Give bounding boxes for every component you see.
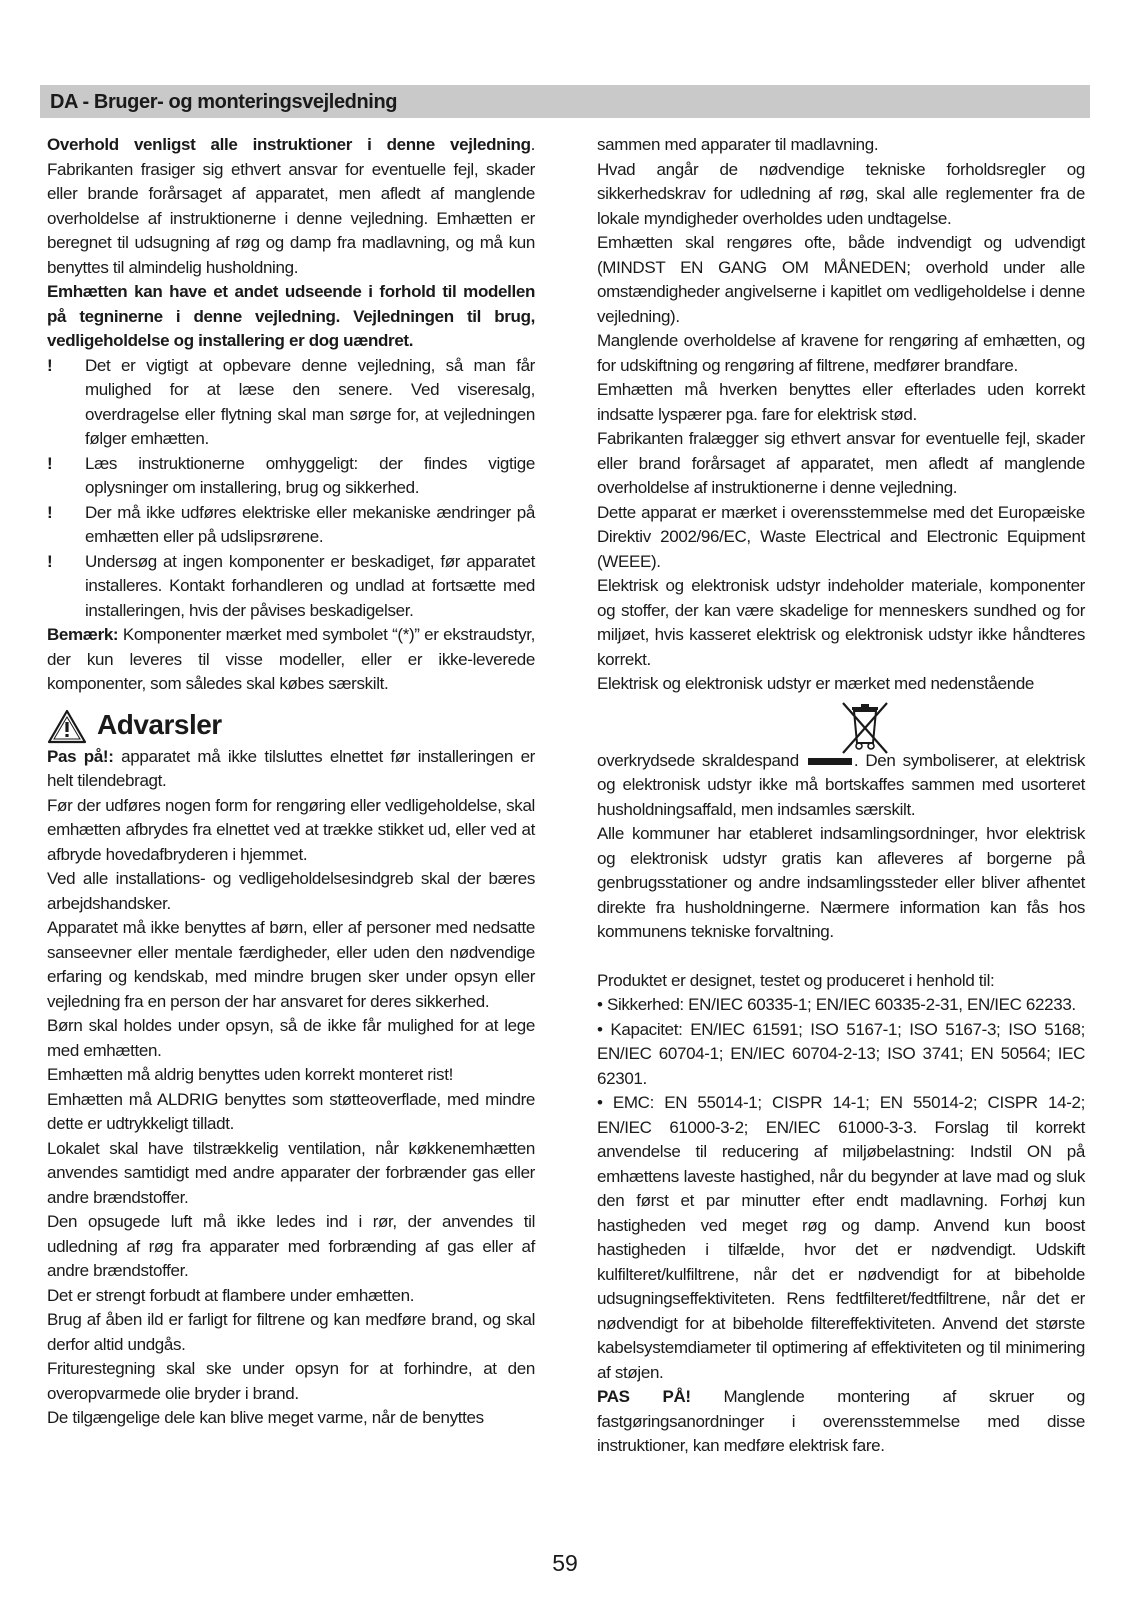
- municipality-paragraph: Alle kommuner har etableret indsamlingsordninger, hvor elektrisk og elektronisk udstyr gratis kan afleveres af borgerne på genbrugsstationer og andre indsamlingssteder eller bliver afhentet direkte fra husholdningerne. Nærmere information kan fås hos kommunens tekniske forvaltning.: [597, 824, 1085, 941]
- right-column: [597, 133, 1085, 1459]
- paragraph: Emhætten skal rengøres ofte, både indvendigt og udvendigt (MINDST EN GANG OM MÅNEDEN; overhold under alle omstændigheder angivelserne i kapitlet om vedligeholdelse i denne vejledning).: [597, 233, 1085, 326]
- standards-intro: Produktet er designet, testet og produceret i henhold til:: [597, 970, 995, 990]
- paragraph: Dette apparat er mærket i overensstemmelse med det Europæiske Direktiv 2002/96/EC, Waste Electrical and Electronic Equipment (WEEE).: [597, 502, 1085, 571]
- paragraph: sammen med apparater til madlavning.: [597, 135, 879, 154]
- final-caution-text: Manglende montering af skruer og fastgøringsanordninger i overensstemmelse med disse instruktioner, kan medføre elektrisk fare.: [597, 1387, 1085, 1455]
- standards-item: • Kapacitet: EN/IEC 61591; ISO 5167-1; ISO 5167-3; ISO 5168; EN/IEC 60704-1; EN/IEC 60704-2-13; ISO 3741; EN 50564; IEC 62301.: [597, 1019, 1085, 1088]
- paragraph: Hvad angår de nødvendige tekniske forholdsregler og sikkerhedskrav for udledning af røg, skal alle reglementer fra de lokale myndigheder overholdes uden undtagelse.: [597, 159, 1085, 228]
- paragraph: Lokalet skal have tilstrækkelig ventilation, når køkkenemhætten anvendes samtidigt med andre apparater der forbrænder gas eller andre brændstoffer.: [47, 1138, 535, 1207]
- left-column: [47, 133, 535, 1431]
- standards-item: • Sikkerhed: EN/IEC 60335-1; EN/IEC 60335-2-31, EN/IEC 62233.: [597, 995, 1076, 1014]
- paragraph: Emhætten må hverken benyttes eller efterlades uden korrekt indsatte lyspærer pga. fare for elektrisk stød.: [597, 380, 1085, 424]
- final-caution-label: PAS PÅ!: [597, 1387, 691, 1406]
- remark-paragraph: [47, 623, 535, 697]
- bullet-text: Det er vigtigt at opbevare denne vejledning, så man får mulighed for at læse den senere. Ved viseresalg, overdragelse eller flytning skal man sørge for, at vejledningen følger emhætten.: [85, 355, 535, 448]
- caution-label: Pas på!:: [47, 746, 114, 766]
- paragraph: Før der udføres nogen form for rengøring eller vedligeholdelse, skal emhætten afbrydes fra elnettet ved at trække stikket ud, eller ved at afbryde hovedafbryderen i hjemmet.: [47, 795, 535, 864]
- paragraph: Emhætten må ALDRIG benyttes som støtteoverflade, med mindre dette er udtrykkeligt tilladt.: [47, 1089, 535, 1133]
- section-title: DA - Bruger- og monteringsvejledning: [50, 91, 398, 113]
- intro-bold: Overhold venligst alle instruktioner i denne vejledning: [47, 135, 531, 154]
- caution-text: apparatet må ikke tilsluttes elnettet før installeringen er helt tilendebragt.: [47, 746, 535, 790]
- bullet-text: Undersøg at ingen komponenter er beskadiget, før apparatet installeres. Kontakt forhandleren og undlad at fortsætte med installeringen, hvis der påvises beskadigelser.: [85, 551, 535, 620]
- exclamation-mark: !: [47, 453, 53, 473]
- paragraph: Friturestegning skal ske under opsyn for at forhindre, at den overopvarmede olie bryder i brand.: [47, 1359, 535, 1403]
- paragraph: Fabrikanten fralægger sig ethvert ansvar for eventuelle fejl, skader eller brand forårsaget af apparatet, men afledt af manglende overholdelse af instruktionerne i denne vejledning.: [597, 429, 1085, 497]
- paragraph: Ved alle installations- og vedligeholdelsesindgreb skal der bæres arbejdshandsker.: [47, 869, 535, 913]
- warnings-heading: [47, 707, 535, 745]
- paragraph: Den opsugede luft må ikke ledes ind i rør, der anvendes til udledning af røg fra apparater med forbrænding af gas eller af andre brændstoffer.: [47, 1212, 535, 1280]
- exclamation-mark: !: [47, 551, 53, 571]
- weee-symbol-block: [597, 697, 1085, 749]
- paragraph: Elektrisk og elektronisk udstyr indeholder materiale, komponenter og stoffer, der kan være skadelige for menneskers sundhed og for miljøet, hvis kasseret elektrisk og elektronisk udstyr ikke håndteres korrekt.: [597, 576, 1085, 669]
- final-caution-paragraph: [597, 1385, 1085, 1459]
- bullet-text: Læs instruktionerne omhyggeligt: der findes vigtige oplysninger om installering, brug og sikkerhed.: [85, 453, 535, 497]
- remark-text: Komponenter mærket med symbolet “(*)” er ekstraudstyr, der kun leveres til visse modeller, eller er ikke-leverede komponenter, som således skal købes særskilt.: [47, 625, 535, 693]
- paragraph: Børn skal holdes under opsyn, så de ikke får mulighed for at lege med emhætten.: [47, 1016, 535, 1060]
- paragraph: De tilgængelige dele kan blive meget varme, når de benyttes: [47, 1408, 484, 1427]
- warnings-title: Advarsler: [97, 708, 222, 740]
- weee-paragraph: [597, 749, 1085, 823]
- section-header: [40, 85, 1090, 118]
- bullet-item: [47, 354, 535, 452]
- exclamation-mark: !: [47, 355, 53, 375]
- bullet-item: [47, 550, 535, 624]
- page-number: 59: [552, 1550, 578, 1576]
- bullet-item: [47, 501, 535, 550]
- paragraph: Apparatet må ikke benyttes af børn, eller af personer med nedsatte sanseevner eller mentale færdigheder, eller uden den nødvendige erfaring og kendskab, med mindre brugen sker under opsyn eller vejledning fra en person der har ansvaret for deres sikkerhed.: [47, 918, 535, 1011]
- paragraph: Elektrisk og elektronisk udstyr er mærket med nedenstående: [597, 674, 1035, 693]
- paragraph: Manglende overholdelse af kravene for rengøring af emhætten, og for udskiftning og rengøring af filtrene, medfører brandfare.: [597, 331, 1085, 375]
- model-note: Emhætten kan have et andet udseende i forhold til modellen på tegninerne i denne vejledning. Vejledningen til brug, vedligeholdelse og installering er dog uændret.: [47, 282, 535, 350]
- intro-paragraph: [47, 133, 535, 280]
- bullet-item: [47, 452, 535, 501]
- paragraph: Emhætten må aldrig benyttes uden korrekt monteret rist!: [47, 1065, 453, 1084]
- intro-text: . Fabrikanten frasiger sig ethvert ansvar for eventuelle fejl, skader eller brande forårsaget af apparatet, men afledt af manglende overholdelse af instruktionerne i denne vejledning. Emhætten er beregnet til udsugning af røg og damp fra madlavning, og må kun benyttes til almindelig husholdning.: [47, 135, 535, 277]
- weee-bar-icon: [808, 758, 852, 765]
- spacer: [597, 945, 1085, 969]
- exclamation-mark: !: [47, 502, 53, 522]
- standards-item: • EMC: EN 55014-1; CISPR 14-1; EN 55014-2; CISPR 14-2; EN/IEC 61000-3-2; EN/IEC 61000-3-3. Forslag til korrekt anvendelse til reducering af miljøbelastning: Indstil ON på emhættens laveste hastighed, når du begynder at lave mad og sluk den først et par minutter efter endt madlavning. Forhøj kun hastigheden ved meget røg og damp. Anvend kun boost hastigheden i tilfælde, hvor det er nødvendigt. Udskift kulfilteret/kulfiltrene, når det er nødvendigt for at bibeholde udsugningseffektiviteten. Rens fedtfilteret/fedtfiltrene, når det er nødvendigt for at bibeholde filtereffektiviteten. Anvend det største kabelsystemdiameter til optimering af effektiviteten og til minimering af støjen.: [597, 1093, 1085, 1382]
- remark-label: Bemærk:: [47, 625, 119, 644]
- weee-text-before: overkrydsede skraldespand: [597, 750, 806, 770]
- crossed-out-wheelie-bin-icon: [835, 699, 895, 759]
- weee-text-after: . Den symboliserer, at elektrisk og elektronisk udstyr ikke må bortskaffes sammen med usorteret husholdningsaffald, men indsamles særskilt.: [597, 750, 1085, 819]
- paragraph: Brug af åben ild er farligt for filtrene og kan medføre brand, og skal derfor altid undgås.: [47, 1310, 535, 1354]
- bullet-text: Der må ikke udføres elektriske eller mekaniske ændringer på emhætten eller på udslipsrørene.: [85, 502, 535, 546]
- warning-triangle-icon: [47, 709, 87, 745]
- caution-paragraph: [47, 745, 535, 794]
- paragraph: Det er strengt forbudt at flambere under emhætten.: [47, 1285, 415, 1305]
